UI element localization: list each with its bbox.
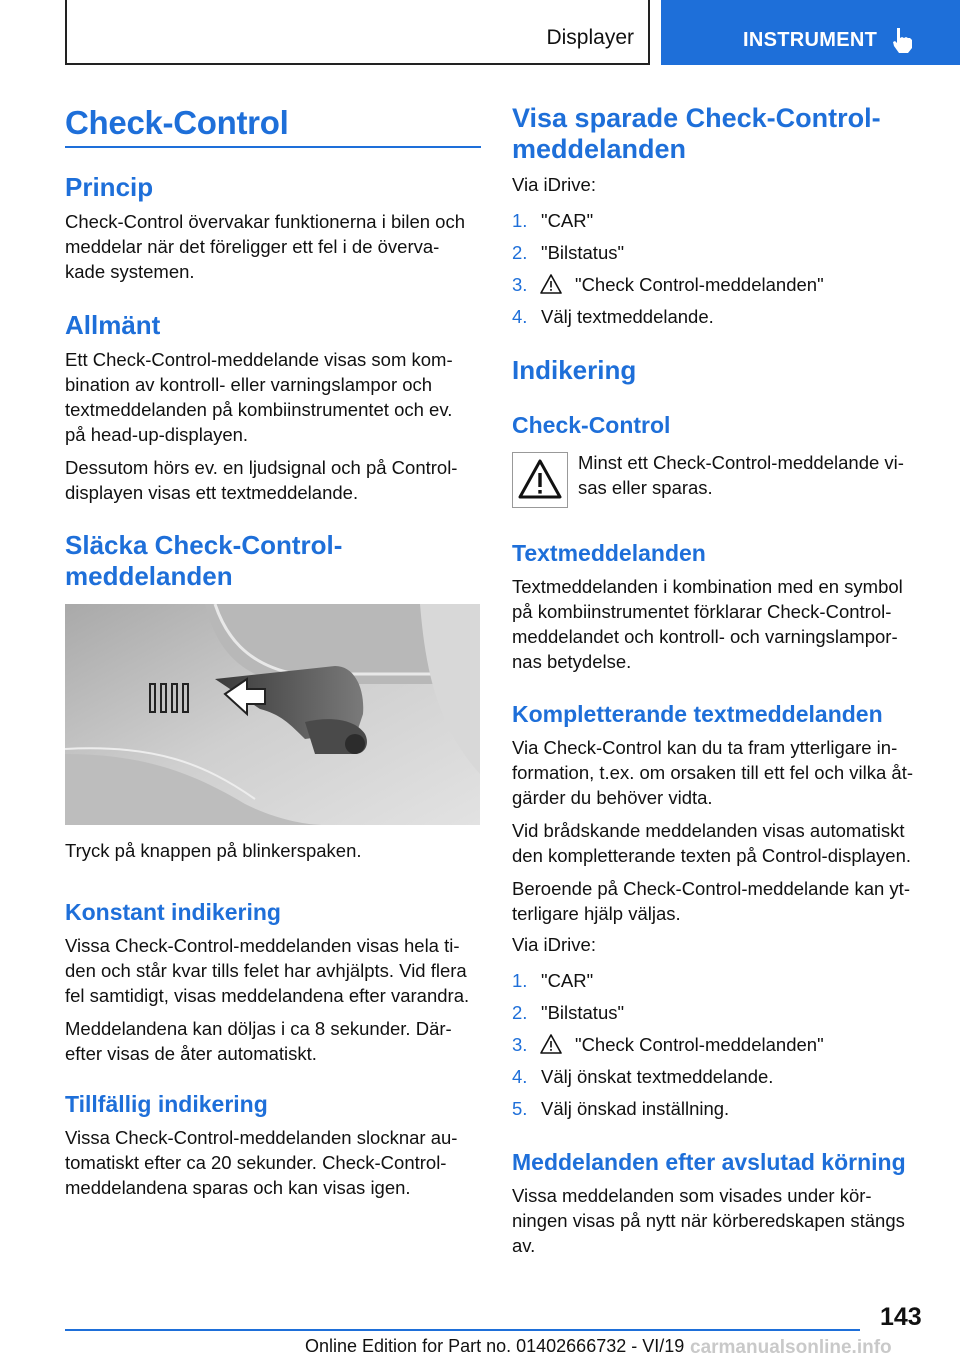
text-line: Vissa meddelanden som visades under kör-: [512, 1185, 872, 1206]
text-line: Vissa Check-Control-meddelanden slocknar au-: [65, 1127, 458, 1148]
list-item: [512, 968, 930, 1000]
step-text: "Check Control-meddelanden": [575, 1034, 824, 1055]
text-line: sas eller sparas.: [578, 477, 713, 498]
paragraph-kompletterande-1: [512, 735, 942, 810]
step-text: Välj textmeddelande.: [541, 306, 714, 327]
text-line: formation, t.ex. om orsaken till ett fel och vilka åt-: [512, 762, 913, 783]
step-text: "CAR": [541, 970, 594, 991]
text-line: kade systemen.: [65, 261, 195, 282]
text-line: terligare hjälp väljas.: [512, 903, 681, 924]
warning-triangle-icon: [513, 453, 567, 507]
text-line: displayen visas ett textmeddelande.: [65, 482, 359, 503]
text-line: av.: [512, 1235, 536, 1256]
pointing-hand-icon: [891, 26, 915, 54]
step-number: 3.: [512, 274, 528, 295]
list-item: [512, 1096, 930, 1128]
warning-triangle-icon: [540, 274, 562, 294]
text-line: den kompletterande texten på Control-displayen.: [512, 845, 912, 866]
heading-konstant: Konstant indikering: [65, 899, 281, 925]
step-number: 4.: [512, 306, 528, 327]
page-number: 143: [880, 1303, 922, 1331]
text-line: nas betydelse.: [512, 651, 632, 672]
step-text: "Bilstatus": [541, 242, 625, 263]
text-line: efter visas de åter automatiskt.: [65, 1043, 317, 1064]
list-item: [512, 304, 930, 336]
text-line: gärder du behöver vidta.: [512, 787, 713, 808]
paragraph-textmeddelanden: [512, 574, 942, 674]
heading-indikering: Indikering: [512, 355, 637, 385]
paragraph-allmant-2: [65, 455, 485, 505]
list-item: [512, 240, 930, 272]
heading-line: meddelanden: [512, 134, 687, 164]
warning-symbol-box: [512, 452, 568, 508]
steps-list-visa: [512, 208, 930, 336]
text-line: meddelandet och kontroll- och varningslampor-: [512, 626, 898, 647]
header-chapter-tab[interactable]: [661, 0, 960, 65]
paragraph-efter-korning: [512, 1183, 942, 1258]
step-number: 5.: [512, 1098, 528, 1119]
heading-allmant: Allmänt: [65, 310, 161, 340]
list-item: [512, 1064, 930, 1096]
header-chapter-label: INSTRUMENT: [743, 29, 878, 51]
text-line: tomatiskt efter ca 20 sekunder. Check-Control-: [65, 1152, 447, 1173]
text-line: på head-up-displayen.: [65, 424, 249, 445]
list-item: [512, 1000, 930, 1032]
step-number: 3.: [512, 1034, 528, 1055]
heading-line: meddelanden: [65, 561, 233, 591]
paragraph-princip: [65, 209, 485, 284]
step-number: 4.: [512, 1066, 528, 1087]
step-text: Välj önskad inställning.: [541, 1098, 730, 1119]
heading-line: Visa sparade Check-Control-: [512, 103, 881, 133]
list-item: [512, 208, 930, 240]
via-idrive-label: Via iDrive:: [512, 934, 596, 955]
step-text: "CAR": [541, 210, 594, 231]
heading-efter-korning: Meddelanden efter avslutad körning: [512, 1149, 906, 1175]
text-line: Textmeddelanden i kombination med en symbol: [512, 576, 903, 597]
warning-triangle-icon: [540, 1034, 562, 1054]
step-text: Välj önskat textmeddelande.: [541, 1066, 774, 1087]
list-item: [512, 1032, 930, 1064]
paragraph-kompletterande-2: [512, 818, 942, 868]
paragraph-konstant-2: [65, 1016, 485, 1066]
text-line: ningen visas på nytt när körberedskapen stängs: [512, 1210, 905, 1231]
heading-visa-sparade: [512, 103, 881, 165]
paragraph-konstant-1: [65, 933, 485, 1008]
step-text: "Check Control-meddelanden": [575, 274, 824, 295]
text-line: Via Check-Control kan du ta fram ytterligare in-: [512, 737, 898, 758]
text-line: Beroende på Check-Control-meddelande kan yt-: [512, 878, 910, 899]
heading-slacka: [65, 530, 342, 592]
step-number: 1.: [512, 210, 528, 231]
text-line: Vissa Check-Control-meddelanden visas hela ti-: [65, 935, 460, 956]
step-text: "Bilstatus": [541, 1002, 625, 1023]
heading-textmeddelanden: Textmeddelanden: [512, 540, 706, 566]
heading-princip: Princip: [65, 172, 154, 202]
step-number: 2.: [512, 1002, 528, 1023]
step-number: 1.: [512, 970, 528, 991]
list-item: [512, 272, 930, 304]
text-line: på kombiinstrumentet förklarar Check-Control-: [512, 601, 892, 622]
text-line: Ett Check-Control-meddelande visas som kom-: [65, 349, 453, 370]
steps-list-kompletterande: [512, 968, 930, 1128]
text-line: Minst ett Check-Control-meddelande vi-: [578, 452, 904, 473]
heading-tillfallig: Tillfällig indikering: [65, 1091, 268, 1117]
footer-rule: [65, 1329, 860, 1331]
text-line: Meddelandena kan döljas i ca 8 sekunder. Där-: [65, 1018, 452, 1039]
heading-kompletterande: Kompletterande textmeddelanden: [512, 701, 883, 727]
text-line: meddelar när det föreligger ett fel i de överva-: [65, 236, 440, 257]
page-title: Check-Control: [65, 104, 289, 141]
turn-signal-lever-illustration: [65, 604, 480, 825]
paragraph-check-control: [578, 450, 938, 500]
text-line: den och står kvar tills felet har avhjälpts. Vid flera: [65, 960, 467, 981]
heading-check-control: Check-Control: [512, 412, 671, 438]
title-rule: [65, 146, 481, 148]
figure-caption: Tryck på knappen på blinkerspaken.: [65, 840, 362, 861]
text-line: textmeddelanden på kombiinstrumentet och ev.: [65, 399, 453, 420]
paragraph-allmant-1: [65, 347, 485, 447]
heading-line: Släcka Check-Control-: [65, 530, 343, 560]
text-line: meddelandena sparas och kan visas igen.: [65, 1177, 411, 1198]
footer-edition: Online Edition for Part no. 01402666732 - VI/19: [305, 1336, 685, 1356]
paragraph-kompletterande-3: [512, 876, 942, 926]
step-number: 2.: [512, 242, 528, 263]
text-line: bination av kontroll- eller varningslampor och: [65, 374, 433, 395]
text-line: Vid brådskande meddelanden visas automatiskt: [512, 820, 905, 841]
watermark: carmanualsonline.info: [690, 1337, 892, 1358]
text-line: Check-Control övervakar funktionerna i bilen och: [65, 211, 466, 232]
via-idrive-label: Via iDrive:: [512, 174, 596, 195]
header-section-box: [65, 0, 650, 65]
header-section-label: Displayer: [546, 26, 634, 49]
text-line: fel samtidigt, visas meddelandena efter varandra.: [65, 985, 470, 1006]
paragraph-tillfallig: [65, 1125, 485, 1200]
text-line: Dessutom hörs ev. en ljudsignal och på Control-: [65, 457, 458, 478]
